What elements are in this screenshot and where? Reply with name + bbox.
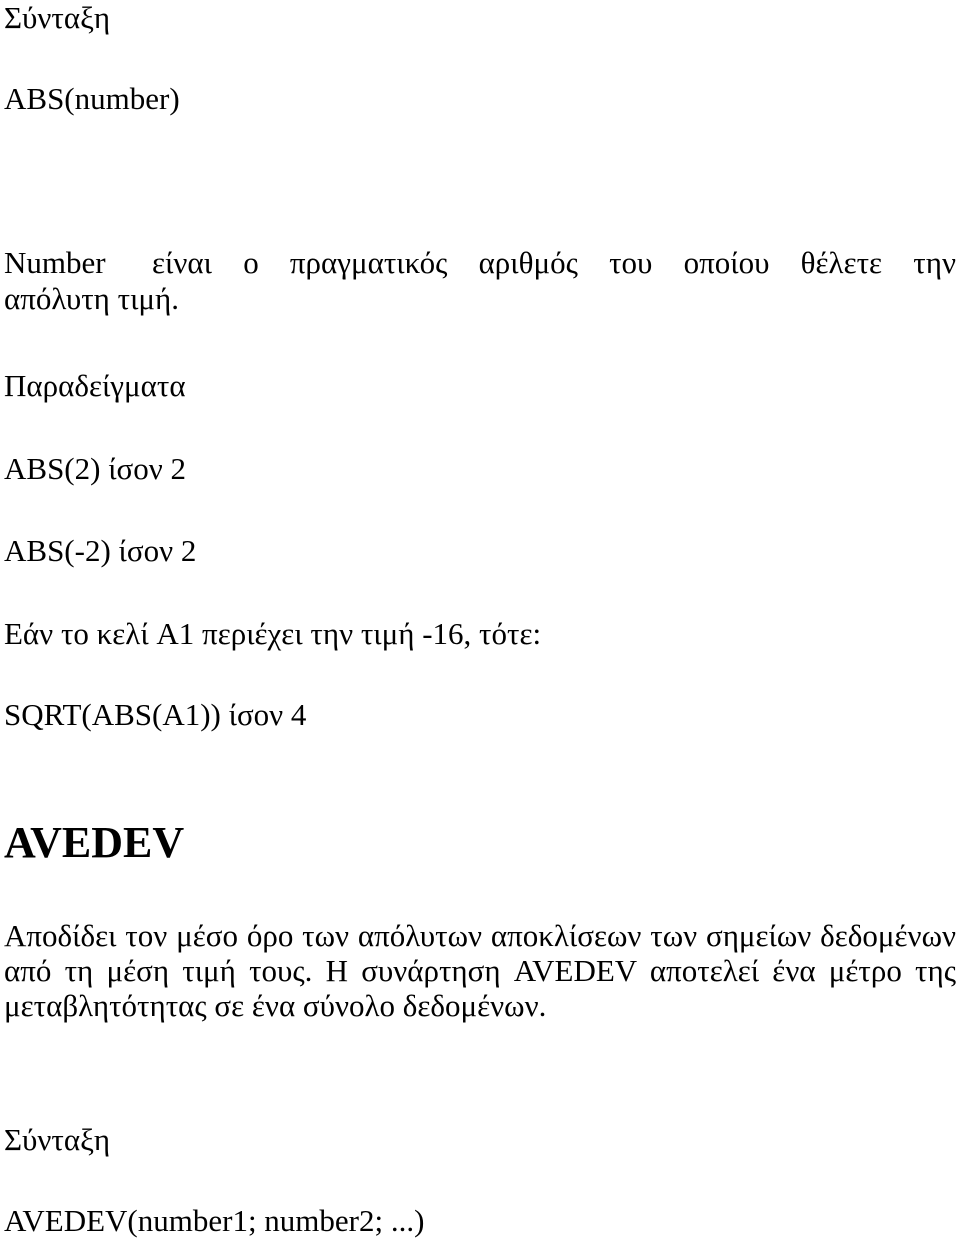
abs-parameter-name: Number bbox=[4, 245, 106, 280]
abs-syntax-heading: Σύνταξη bbox=[4, 0, 111, 35]
avedev-syntax: AVEDEV(number1; number2; ...) bbox=[4, 1203, 425, 1238]
abs-parameter-description-word: οποίου bbox=[683, 245, 770, 280]
abs-parameter-description-word: θέλετε bbox=[800, 245, 883, 280]
abs-parameter-description-word: αριθμός bbox=[478, 245, 578, 280]
abs-parameter bbox=[4, 245, 956, 317]
avedev-syntax-heading: Σύνταξη bbox=[4, 1122, 111, 1157]
abs-parameter-description-word: την bbox=[913, 245, 956, 280]
abs-examples-heading: Παραδείγματα bbox=[4, 368, 186, 403]
abs-parameter-first-line bbox=[4, 245, 956, 281]
abs-parameter-description-cont: απόλυτη τιμή. bbox=[4, 281, 180, 316]
abs-parameter-description-word: πραγματικός bbox=[289, 245, 448, 280]
abs-syntax: ABS(number) bbox=[4, 81, 180, 116]
avedev-title: AVEDEV bbox=[4, 818, 185, 867]
avedev-description: Αποδίδει τον μέσο όρο των απόλυτων αποκλίσεων των σημείων δεδομένων από τη μέση τιμή τους. Η συνάρτηση AVEDEV αποτελεί ένα μέτρο της μεταβλητότητας σε ένα σύνολο δεδομένων. bbox=[4, 918, 956, 1023]
abs-example-2: ABS(-2) ίσον 2 bbox=[4, 533, 197, 568]
abs-parameter-description-word: είναι bbox=[152, 245, 212, 280]
abs-example-4: SQRT(ABS(A1)) ίσον 4 bbox=[4, 697, 307, 732]
abs-parameter-description-word: του bbox=[609, 245, 653, 280]
abs-parameter-description bbox=[152, 245, 956, 281]
abs-example-3: Εάν το κελί A1 περιέχει την τιμή -16, τότε: bbox=[4, 616, 542, 651]
abs-example-1: ABS(2) ίσον 2 bbox=[4, 451, 187, 486]
abs-parameter-description-word: ο bbox=[243, 245, 259, 280]
